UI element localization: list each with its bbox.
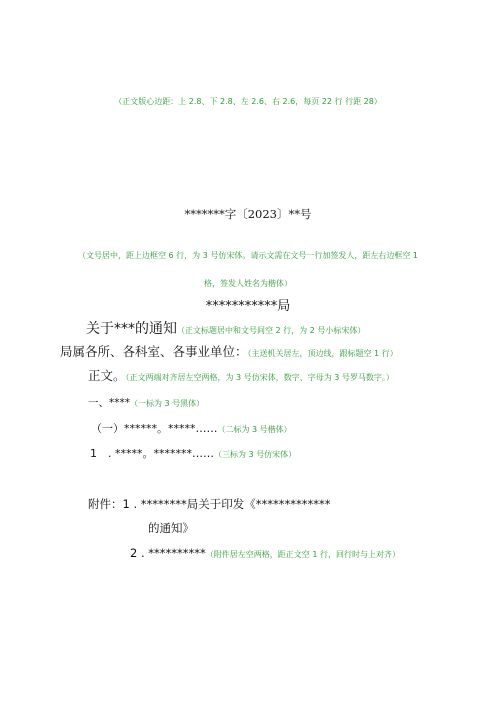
attachment-2 [130,546,400,560]
recipient-line [60,342,398,360]
document-number: *******字〔2023〕**号 [184,207,312,221]
attachment-2-note: （附件居左空两格，距正文空 1 行，回行时与上对齐） [205,550,400,559]
attachment-1: 附件：1 . ********局关于印发《************* [88,497,331,511]
heading-level-2-note: （二标为 3 号楷体） [217,425,292,434]
margin-note: （正文版心边距：上 2.8、下 2.8、左 2.6、右 2.6，每页 22 行 行距 28） [114,97,382,106]
document-number-note-line2: 格，签发人姓名为楷体） [204,279,292,288]
heading-level-1 [88,395,204,410]
notice-title-text: 关于***的通知 [86,321,177,337]
heading-level-3-note: （三标为 3 号仿宋体） [214,450,297,459]
recipient-text: 局属各所、各科室、各事业单位： [60,344,248,359]
body-note: （正文两端对齐居左空两格，为 3 号仿宋体，数字、字母为 3 号罗马数字。） [125,373,394,382]
body-text: 正文。 [88,368,126,383]
heading-level-1-text: 一、**** [88,397,130,409]
issuing-bureau: ***********局 [205,299,291,314]
heading-level-1-note: （一标为 3 号黑体） [130,399,205,408]
document-number-note-line1: （文号居中，距上边框空 6 行，为 3 号仿宋体。请示文需在文号一行加签发人，距左右边框空 1 [78,251,418,260]
recipient-note: （主送机关居左，顶边线，跟标题空 1 行） [247,349,398,358]
heading-level-2-text: （一）******。*****…… [91,422,218,435]
heading-level-2 [91,420,292,436]
heading-level-3 [90,445,296,461]
body-line [88,366,394,384]
notice-title-note: （正文标题居中和文号间空 2 行，为 2 号小标宋体） [177,326,366,335]
notice-title [86,318,365,338]
attachment-2-text: 2 . ********** [130,546,206,560]
heading-level-3-text: 1 . *****。*******…… [90,447,214,460]
attachment-1-continuation: 的通知》 [148,521,194,535]
